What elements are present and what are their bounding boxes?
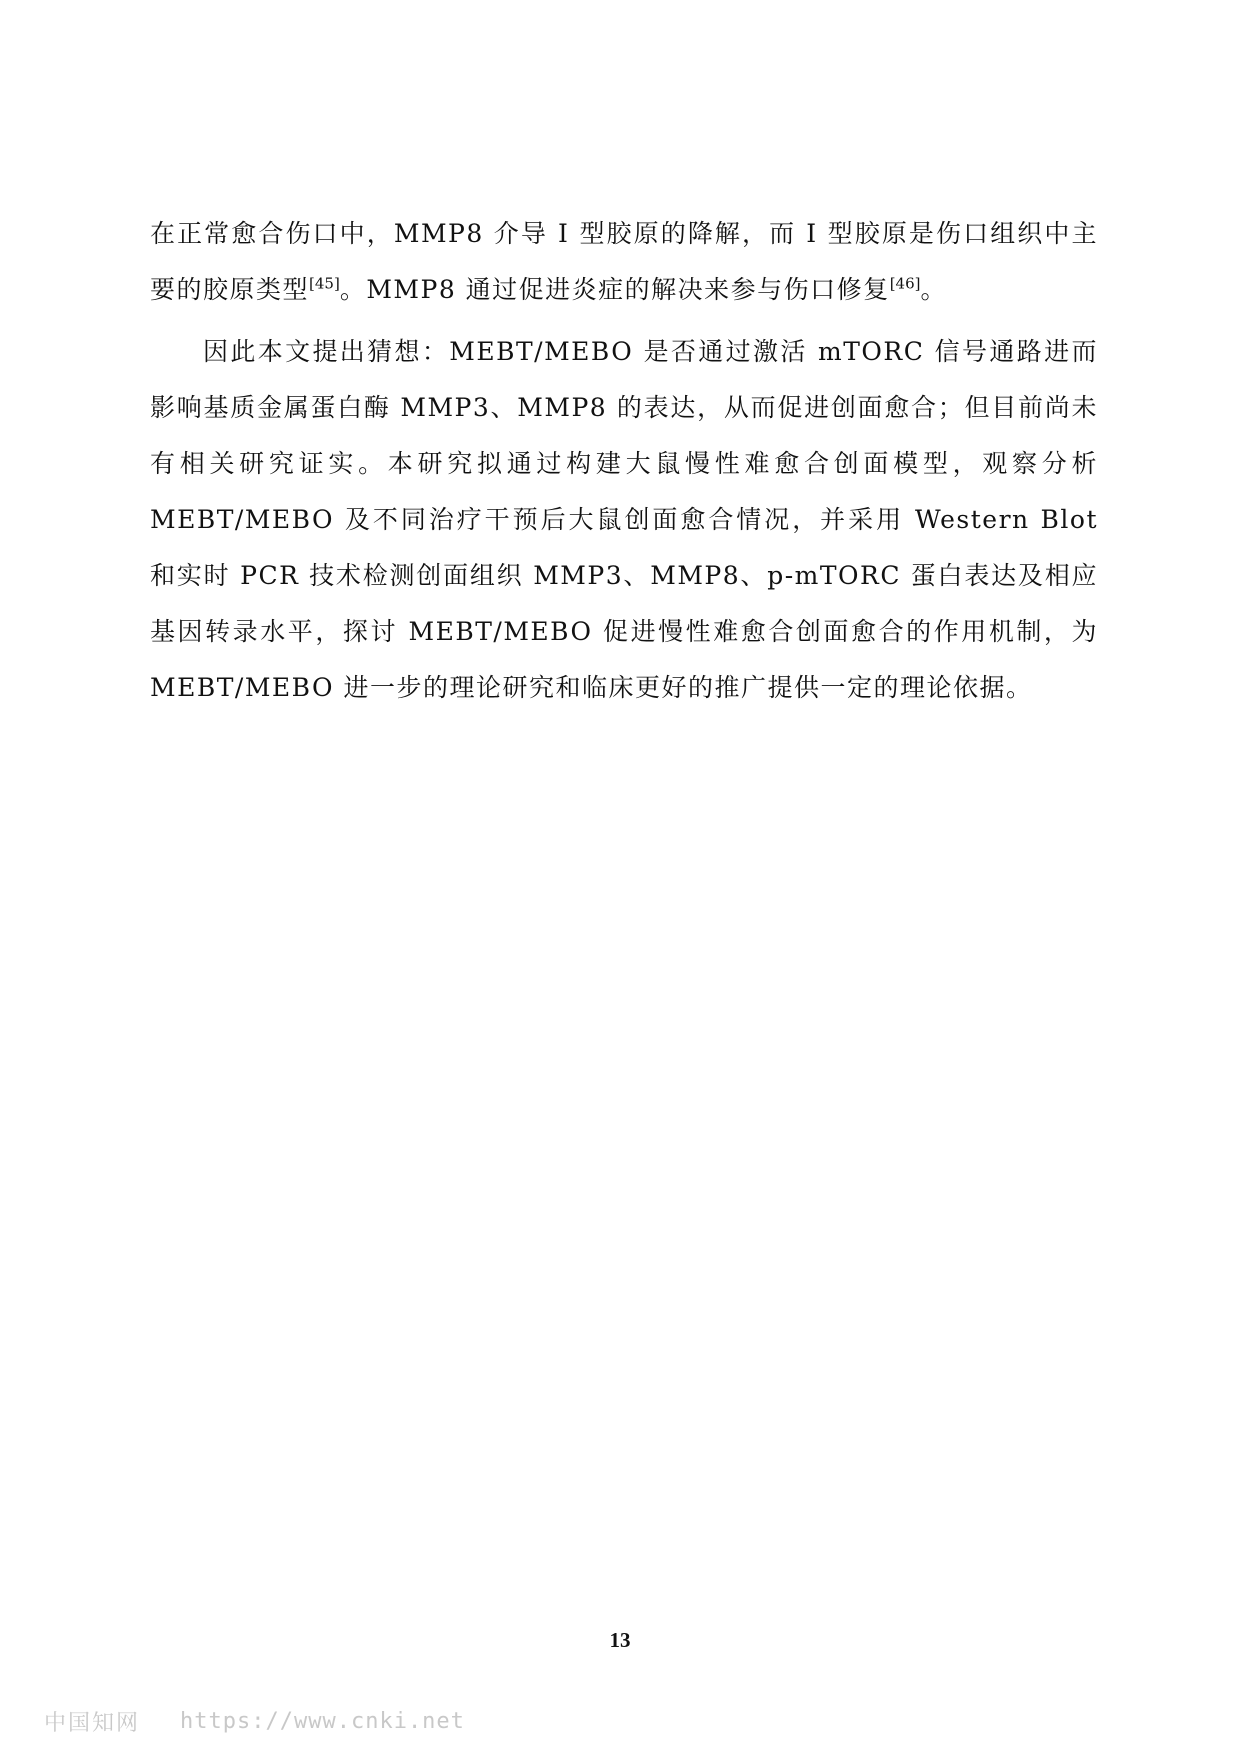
citation-45[interactable]: [45] <box>309 274 340 293</box>
watermark-url: https://www.cnki.net <box>180 1709 465 1734</box>
page-number: 13 <box>609 1628 631 1652</box>
paragraph-2-text: 因此本文提出猜想：MEBT/MEBO 是否通过激活 mTORC 信号通路进而影响基质金属蛋白酶 MMP3、MMP8 的表达，从而促进创面愈合；但目前尚未有相关研究证实。本研究拟通过构建大鼠慢性难愈合创面模型，观察分析 MEBT/MEBO 及不同治疗干预后大鼠创面愈合情况，并采用 Western Blot 和实时 PCR 技术检测创面组织 MMP3、MMP8、p-mTORC 蛋白表达及相应基因转录水平，探讨 MEBT/MEBO 促进慢性难愈合创面愈合的作用机制，为 MEBT/MEBO 进一步的理论研究和临床更好的推广提供一定的理论依据。 <box>150 337 1098 702</box>
paragraph-1 <box>150 206 1098 318</box>
paragraph-2 <box>150 324 1098 716</box>
body-text <box>150 206 1098 722</box>
watermark-brand: 中国知网 <box>44 1711 141 1736</box>
watermark <box>44 1706 465 1737</box>
paragraph-1-text-b: 。MMP8 通过促进炎症的解决来参与伤口修复 <box>339 275 890 304</box>
citation-46[interactable]: [46] <box>889 274 921 293</box>
paragraph-1-text-a: 在正常愈合伤口中，MMP8 介导 I 型胶原的降解，而 I 型胶原是伤口组织中主要的胶原类型 <box>150 219 1098 304</box>
paragraph-1-text-c: 。 <box>920 275 947 304</box>
